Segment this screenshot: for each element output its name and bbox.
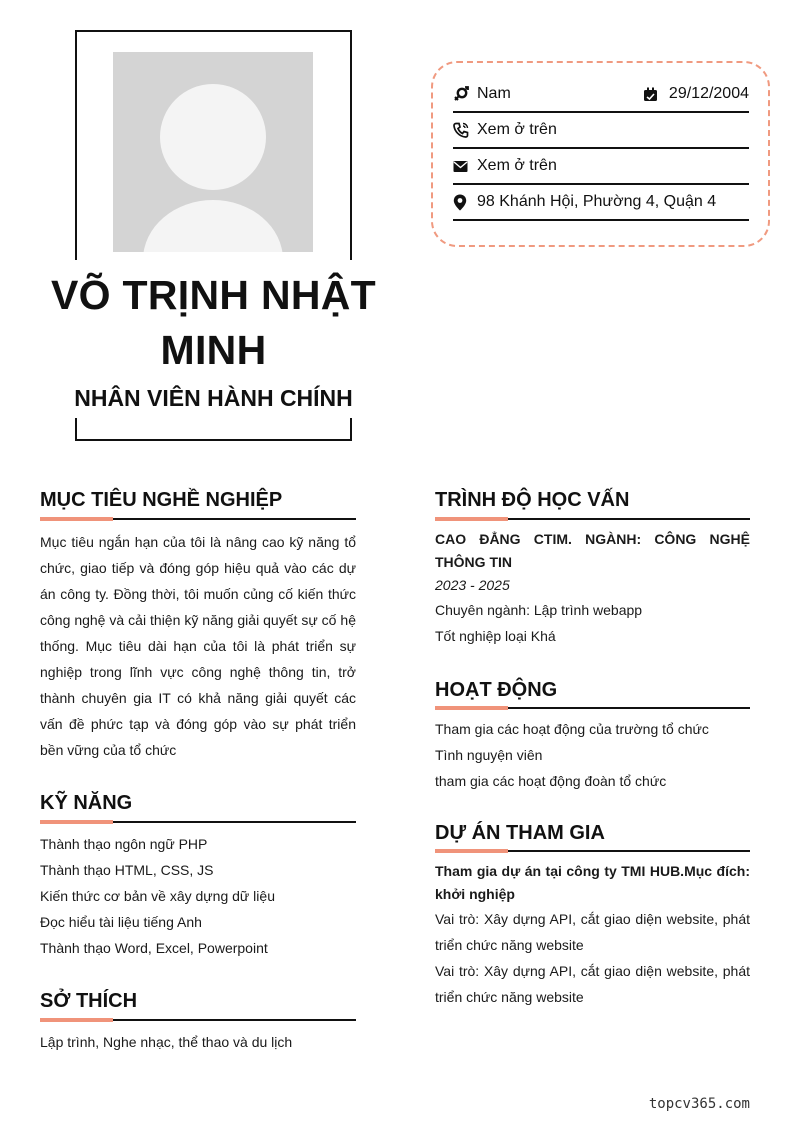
avatar-shoulders bbox=[143, 200, 283, 252]
contact-row-gender-dob bbox=[453, 77, 749, 113]
map-pin-icon bbox=[453, 194, 477, 211]
name-bracket bbox=[75, 418, 352, 441]
section-rule-accent bbox=[40, 517, 113, 521]
contact-row-phone bbox=[453, 113, 749, 149]
section-rule-accent bbox=[435, 706, 508, 710]
avatar-placeholder bbox=[113, 52, 313, 252]
section-rule bbox=[40, 518, 356, 520]
list-item: Kiến thức cơ bản về xây dựng dữ liệu bbox=[40, 888, 275, 904]
phone-icon bbox=[453, 122, 477, 138]
section-rule bbox=[435, 707, 750, 709]
list-item: Đọc hiểu tài liệu tiếng Anh bbox=[40, 914, 202, 930]
job-title: NHÂN VIÊN HÀNH CHÍNH bbox=[74, 385, 353, 411]
gender-icon bbox=[453, 86, 477, 102]
projects-block bbox=[435, 860, 750, 1010]
contact-row-email bbox=[453, 149, 749, 185]
section-rule bbox=[40, 1019, 356, 1021]
gender-value: Nam bbox=[477, 85, 511, 102]
footer-site: topcv365.com bbox=[648, 1096, 750, 1112]
hobbies-list bbox=[40, 1029, 356, 1055]
list-item: Thành thạo ngôn ngữ PHP bbox=[40, 836, 208, 852]
section-title-projects: DỰ ÁN THAM GIA bbox=[435, 822, 605, 844]
education-block bbox=[435, 528, 750, 649]
hobbies-text: Lập trình, Nghe nhạc, thể thao và du lịch bbox=[40, 1034, 293, 1050]
dob-value: 29/12/2004 bbox=[668, 85, 749, 102]
dob-group bbox=[643, 85, 749, 103]
avatar-head bbox=[160, 84, 266, 190]
section-title-skills: KỸ NĂNG bbox=[40, 792, 133, 814]
section-rule-accent bbox=[435, 517, 508, 521]
list-item: Tình nguyện viên bbox=[435, 747, 543, 763]
contact-row-address bbox=[453, 185, 749, 221]
list-item: Thành thạo HTML, CSS, JS bbox=[40, 862, 214, 878]
section-title-activities: HOẠT ĐỘNG bbox=[435, 679, 558, 701]
list-item: Thành thạo Word, Excel, Powerpoint bbox=[40, 940, 268, 956]
section-title-hobbies: SỞ THÍCH bbox=[40, 990, 138, 1012]
education-school: CAO ĐẲNG CTIM. NGÀNH: CÔNG NGHỆ THÔNG TIN bbox=[435, 531, 750, 570]
objective-text: Mục tiêu ngắn hạn của tôi là nâng cao kỹ năng tổ chức, giao tiếp và đóng góp hiệu quả vào các dự án công ty. Đồng thời, tôi muốn củng cố kiến thức công nghệ và cải thiện kỹ năng giải quyết sự cố hệ thống. Mục tiêu dài hạn của tôi là phát triển sự nghiệp trong lĩnh vực công nghệ thông tin, trở thành chuyên gia IT có khả năng giải quyết các vấn đề phức tạp và đóng góp vào sự phát triển bền vững của tổ chức bbox=[40, 534, 356, 758]
section-rule-accent bbox=[435, 849, 508, 853]
education-grade: Tốt nghiệp loại Khá bbox=[435, 628, 556, 644]
section-rule bbox=[40, 821, 356, 823]
address-value: 98 Khánh Hội, Phường 4, Quận 4 bbox=[477, 193, 717, 210]
candidate-name: VÕ TRỊNH NHẬT MINH bbox=[50, 272, 377, 373]
envelope-icon bbox=[453, 160, 477, 173]
education-period: 2023 - 2025 bbox=[435, 577, 510, 593]
activities-list bbox=[435, 716, 750, 794]
section-rule bbox=[435, 850, 750, 852]
section-title-objective: MỤC TIÊU NGHỀ NGHIỆP bbox=[40, 489, 283, 511]
education-major: Chuyên ngành: Lập trình webapp bbox=[435, 602, 643, 618]
project-heading: Tham gia dự án tại công ty TMI HUB.Mục đích: khởi nghiệp bbox=[435, 863, 750, 902]
photo-frame bbox=[75, 30, 352, 260]
calendar-icon bbox=[643, 87, 669, 102]
phone-value: Xem ở trên bbox=[477, 121, 557, 138]
project-role: Vai trò: Xây dựng API, cắt giao diện website, phát triển chức năng website bbox=[435, 911, 750, 953]
section-rule bbox=[435, 518, 750, 520]
skills-list bbox=[40, 831, 356, 961]
email-value: Xem ở trên bbox=[477, 157, 557, 174]
list-item: tham gia các hoạt động đoàn tổ chức bbox=[435, 773, 667, 789]
list-item: Tham gia các hoạt động của trường tổ chức bbox=[435, 721, 709, 737]
section-title-education: TRÌNH ĐỘ HỌC VẤN bbox=[435, 489, 630, 511]
contact-box bbox=[431, 61, 770, 247]
project-role: Vai trò: Xây dựng API, cắt giao diện website, phát triển chức năng website bbox=[435, 963, 750, 1005]
section-rule-accent bbox=[40, 820, 113, 824]
section-rule-accent bbox=[40, 1018, 113, 1022]
